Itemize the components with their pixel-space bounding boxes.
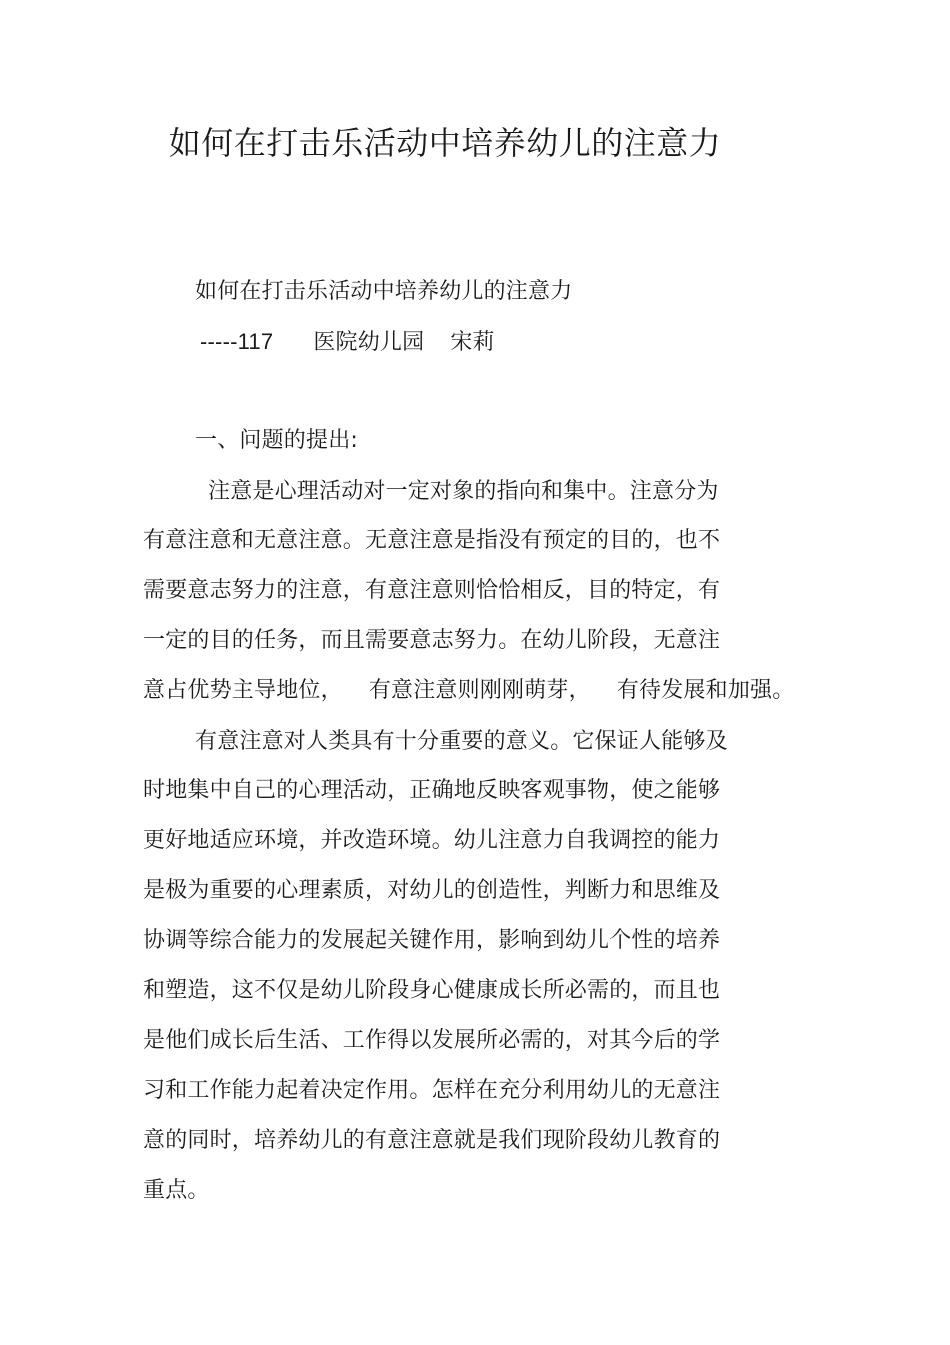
paragraph-line: 注意是心理活动对一定对象的指向和集中。注意分为 [208, 479, 719, 504]
paragraph-line [143, 676, 794, 706]
paragraph-line-part: 有待发展和加强。 [616, 678, 795, 703]
paragraph-line: 是他们成长后生活、工作得以发展所必需的，对其今后的学 [143, 1028, 721, 1053]
paragraph-line: 时地集中自己的心理活动，正确地反映客观事物，使之能够 [143, 778, 721, 803]
byline [200, 327, 495, 358]
paragraph-line: 协调等综合能力的发展起关键作用，影响到幼儿个性的培养 [143, 928, 721, 953]
section-heading: 一、问题的提出: [195, 428, 359, 453]
paragraph-line: 意的同时，培养幼儿的有意注意就是我们现阶段幼儿教育的 [143, 1128, 721, 1153]
paragraph-line-part: 意占优势主导地位， [143, 678, 343, 703]
byline-number: -----117 [200, 329, 274, 354]
byline-organization: 医院幼儿园 [313, 330, 425, 355]
paragraph-line: 有意注意对人类具有十分重要的意义。它保证人能够及 [195, 729, 728, 754]
paragraph-line: 更好地适应环境，并改造环境。幼儿注意力自我调控的能力 [143, 828, 721, 853]
paragraph-line-part: 有意注意则刚刚萌芽， [368, 678, 591, 703]
paragraph-line: 是极为重要的心理素质，对幼儿的创造性，判断力和思维及 [143, 878, 721, 903]
paragraph-line: 重点。 [143, 1178, 210, 1203]
paragraph-line: 一定的目的任务，而且需要意志努力。在幼儿阶段，无意注 [143, 628, 721, 653]
paragraph-line: 习和工作能力起着决定作用。怎样在充分利用幼儿的无意注 [143, 1078, 721, 1103]
document-subtitle: 如何在打击乐活动中培养幼儿的注意力 [195, 279, 573, 304]
paragraph-line: 需要意志努力的注意，有意注意则恰恰相反，目的特定，有 [143, 578, 721, 603]
byline-author: 宋莉 [450, 330, 495, 355]
document-title: 如何在打击乐活动中培养幼儿的注意力 [168, 124, 722, 162]
paragraph-line: 和塑造，这不仅是幼儿阶段身心健康成长所必需的，而且也 [143, 978, 721, 1003]
paragraph-line: 有意注意和无意注意。无意注意是指没有预定的目的，也不 [143, 528, 721, 553]
